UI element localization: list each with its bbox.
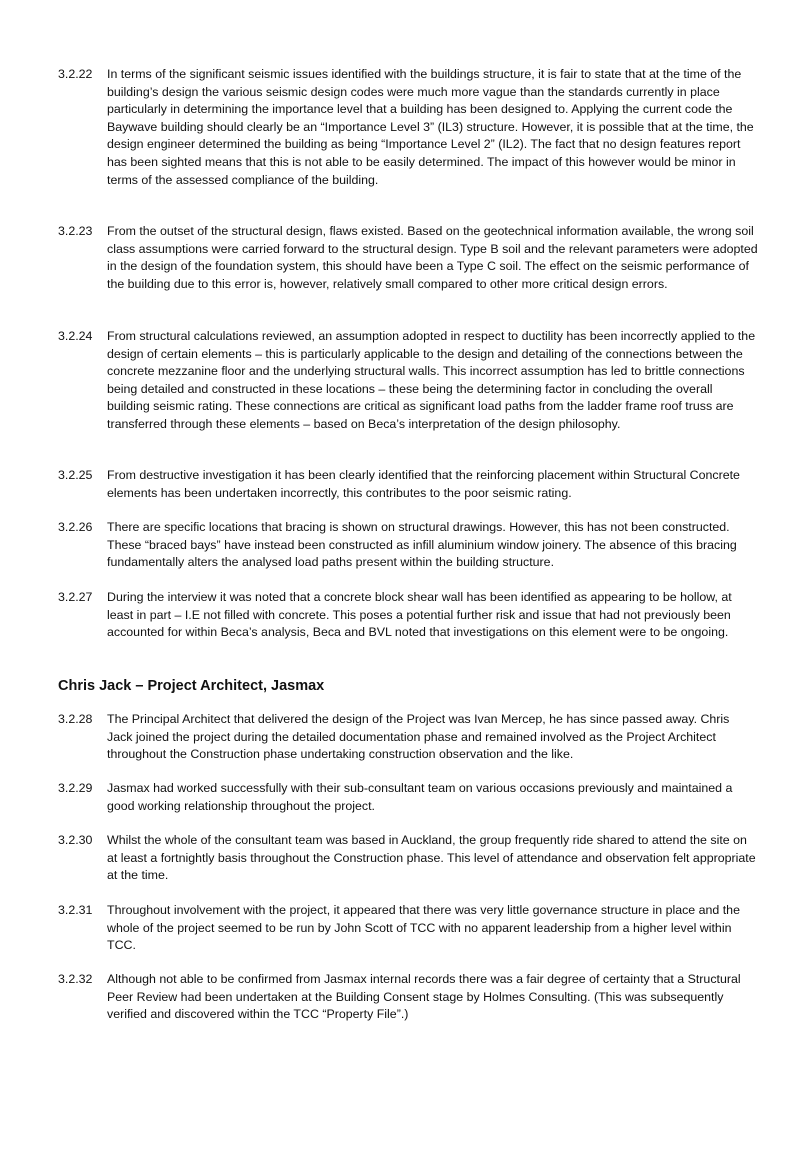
paragraph-text: There are specific locations that bracing is shown on structural drawings. However, this has not been constructed. These “braced bays” have instead been constructed as infill aluminium window joinery. The absence of this bracing fundamentally alters the analysed load paths present within the building structure. xyxy=(107,520,737,570)
paragraph-number: 3.2.27 xyxy=(58,590,93,604)
paragraph-3-2-30 xyxy=(58,832,758,885)
paragraph-number: 3.2.31 xyxy=(58,903,93,917)
paragraph-3-2-32 xyxy=(58,971,758,1024)
section-heading: Chris Jack – Project Architect, Jasmax xyxy=(58,678,325,694)
paragraph-3-2-27 xyxy=(58,589,758,642)
paragraph-number: 3.2.29 xyxy=(58,781,93,795)
paragraph-3-2-28 xyxy=(58,711,758,764)
paragraph-text: Throughout involvement with the project, it appeared that there was very little governance structure in place and the whole of the project seemed to be run by John Scott of TCC with no apparent leadership from a higher level within TCC. xyxy=(107,903,740,953)
paragraph-number: 3.2.28 xyxy=(58,712,93,726)
paragraph-3-2-31 xyxy=(58,902,758,955)
paragraph-3-2-25 xyxy=(58,467,758,502)
paragraph-number: 3.2.26 xyxy=(58,520,93,534)
paragraph-number: 3.2.23 xyxy=(58,224,93,238)
paragraph-text: Although not able to be confirmed from Jasmax internal records there was a fair degree of certainty that a Structural Peer Review had been undertaken at the Building Consent stage by Holmes Consulting. (This was subsequently verified and discovered within the TCC “Property File”.) xyxy=(107,972,741,1022)
paragraph-text: During the interview it was noted that a concrete block shear wall has been identified as appearing to be hollow, at least in part – I.E not filled with concrete. This poses a potential further risk and issue that had not previously been accounted for within Beca’s analysis, Beca and BVL noted that investigations on this element were to be ongoing. xyxy=(107,590,732,640)
paragraph-text: The Principal Architect that delivered the design of the Project was Ivan Mercep, he has since passed away. Chris Jack joined the project during the detailed documentation phase and remained involved as the Project Architect throughout the Construction phase undertaking construction observation and the like. xyxy=(107,712,730,762)
paragraph-number: 3.2.32 xyxy=(58,972,93,986)
paragraph-number: 3.2.22 xyxy=(58,67,93,81)
paragraph-3-2-23 xyxy=(58,223,758,293)
paragraph-text: From structural calculations reviewed, an assumption adopted in respect to ductility has been incorrectly applied to the design of certain elements – this is particularly applicable to the design and detailing of the connections between the concrete mezzanine floor and the underlying structural walls. This incorrect assumption has led to brittle connections being detailed and constructed in these locations – these being the determining factor in concluding the overall building seismic rating. These connections are critical as significant load paths from the ladder frame roof truss are transferred through these elements – based on Beca’s interpretation of the design philosophy. xyxy=(107,329,756,431)
paragraph-text: In terms of the significant seismic issues identified with the buildings structure, it is fair to state that at the time of the building’s design the various seismic design codes were much more vague than the standards currently in place particularly in determining the importance level that a building has been designed to. Applying the current code the Baywave building should clearly be an “Importance Level 3” (IL3) structure. However, it is possible that at the time, the design engineer determined the building as being “Importance Level 2” (IL2). The fact that no design features report has been sighted means that this is not able to be easily determined. The impact of this however would be minor in terms of the assessed compliance of the building. xyxy=(107,67,754,187)
paragraph-number: 3.2.30 xyxy=(58,833,93,847)
paragraph-text: From destructive investigation it has been clearly identified that the reinforcing placement within Structural Concrete elements has been undertaken incorrectly, this contributes to the poor seismic rating. xyxy=(107,468,740,500)
paragraph-3-2-22 xyxy=(58,66,758,189)
paragraph-text: Whilst the whole of the consultant team was based in Auckland, the group frequently ride shared to attend the site on at least a fortnightly basis throughout the Construction phase. This level of attendance and observation felt appropriate at the time. xyxy=(107,833,756,883)
paragraph-text: Jasmax had worked successfully with their sub-consultant team on various occasions previously and maintained a good working relationship throughout the project. xyxy=(107,781,733,813)
paragraph-3-2-26 xyxy=(58,519,758,572)
paragraph-number: 3.2.24 xyxy=(58,329,93,343)
paragraph-3-2-24 xyxy=(58,328,758,434)
paragraph-text: From the outset of the structural design, flaws existed. Based on the geotechnical information available, the wrong soil class assumptions were carried forward to the structural design. Type B soil and the relevant parameters were adopted in the design of the foundation system, this should have been a Type C soil. The effect on the seismic performance of the building due to this error is, however, relatively small compared to other more critical design errors. xyxy=(107,224,758,291)
paragraph-number: 3.2.25 xyxy=(58,468,93,482)
paragraph-3-2-29 xyxy=(58,780,758,815)
